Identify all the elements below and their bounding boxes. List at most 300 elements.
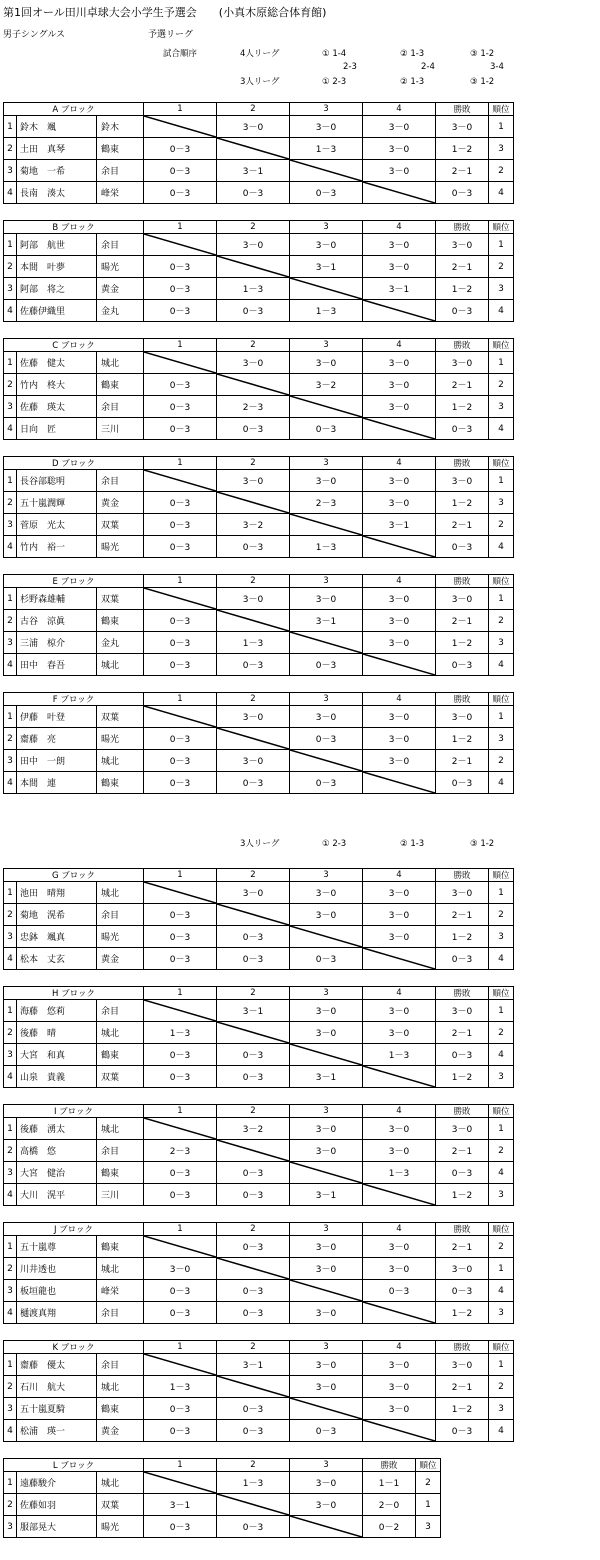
- league-table: [3, 868, 514, 970]
- column-header: 4: [363, 1341, 436, 1354]
- column-header: 1: [144, 869, 217, 882]
- table-row: [4, 706, 514, 728]
- player-club: 暘光: [97, 926, 144, 948]
- column-header: 4: [363, 575, 436, 588]
- match-score: 3－0: [363, 138, 436, 160]
- rank-value: 2: [489, 1376, 514, 1398]
- rank-value: 1: [489, 706, 514, 728]
- league-table: [3, 102, 514, 204]
- self-match-cell: [217, 1140, 290, 1162]
- player-number: 4: [4, 536, 17, 558]
- winloss-header: 勝敗: [436, 1341, 489, 1354]
- rank-value: 1: [489, 352, 514, 374]
- block-name: H ブロック: [4, 987, 144, 1000]
- self-match-cell: [144, 1236, 217, 1258]
- winloss-header: 勝敗: [436, 869, 489, 882]
- self-match-cell: [363, 1184, 436, 1206]
- column-header: 4: [363, 339, 436, 352]
- rank-value: 2: [489, 610, 514, 632]
- match-score: 0－3: [144, 300, 217, 322]
- match-score: 0－3: [217, 1420, 290, 1442]
- table-row: [4, 926, 514, 948]
- winloss-value: 3－0: [436, 706, 489, 728]
- league4-match1: ① 1-4: [322, 49, 347, 59]
- self-match-cell: [144, 1000, 217, 1022]
- player-number: 2: [4, 1022, 17, 1044]
- rank-value: 1: [489, 116, 514, 138]
- player-name: 大川 滉平: [17, 1184, 97, 1206]
- column-header: 3: [290, 339, 363, 352]
- player-club: 峰栄: [97, 182, 144, 204]
- player-number: 2: [4, 1258, 17, 1280]
- player-name: 田中 一朗: [17, 750, 97, 772]
- player-number: 3: [4, 396, 17, 418]
- player-name: 古谷 涼眞: [17, 610, 97, 632]
- match-score: 0－3: [217, 948, 290, 970]
- table-row: [4, 374, 514, 396]
- match-score: 1－3: [217, 632, 290, 654]
- table-row: [4, 1376, 514, 1398]
- match-score: 3－0: [363, 374, 436, 396]
- self-match-cell: [290, 1044, 363, 1066]
- rank-value: 4: [489, 654, 514, 676]
- player-number: 4: [4, 418, 17, 440]
- rank-value: 2: [489, 256, 514, 278]
- match-score: 3－0: [290, 1000, 363, 1022]
- rank-value: 3: [489, 138, 514, 160]
- match-score: 3－0: [290, 1494, 363, 1516]
- match-score: 0－3: [290, 182, 363, 204]
- player-number: 4: [4, 1066, 17, 1088]
- table-row: [4, 470, 514, 492]
- match-score: 3－0: [363, 1398, 436, 1420]
- block-name: C ブロック: [4, 339, 144, 352]
- table-row: [4, 418, 514, 440]
- match-score: 3－1: [217, 1354, 290, 1376]
- column-header: 3: [290, 1341, 363, 1354]
- match-score: 3－0: [290, 706, 363, 728]
- player-name: 池田 晴翔: [17, 882, 97, 904]
- table-row: [4, 1516, 441, 1538]
- table-row: [4, 1494, 441, 1516]
- column-header: 2: [217, 1341, 290, 1354]
- self-match-cell: [144, 1472, 217, 1494]
- match-score: 1－3: [217, 1472, 290, 1494]
- league-table: [3, 574, 514, 676]
- league3-match3: ③ 1-2: [470, 77, 495, 87]
- match-score: 3－0: [290, 1258, 363, 1280]
- table-row: [4, 904, 514, 926]
- player-number: 4: [4, 1302, 17, 1324]
- player-number: 1: [4, 352, 17, 374]
- winloss-value: 0－3: [436, 948, 489, 970]
- match-score: 3－0: [290, 352, 363, 374]
- winloss-value: 1－2: [436, 1184, 489, 1206]
- player-name: 板垣龍也: [17, 1280, 97, 1302]
- column-header: 3: [290, 221, 363, 234]
- rank-header: 順位: [489, 103, 514, 116]
- table-row: [4, 948, 514, 970]
- table-row: [4, 1472, 441, 1494]
- column-header: 2: [217, 457, 290, 470]
- match-score: 0－3: [217, 1184, 290, 1206]
- self-match-cell: [144, 1354, 217, 1376]
- player-number: 2: [4, 374, 17, 396]
- rank-value: 3: [489, 728, 514, 750]
- player-name: 伊藤 叶登: [17, 706, 97, 728]
- match-score: 3－0: [363, 396, 436, 418]
- column-header: 1: [144, 339, 217, 352]
- rank-value: 4: [489, 536, 514, 558]
- winloss-value: 0－2: [363, 1516, 416, 1538]
- match-score: 3－0: [363, 706, 436, 728]
- column-header: 1: [144, 221, 217, 234]
- player-club: 三川: [97, 1184, 144, 1206]
- column-header: 1: [144, 103, 217, 116]
- match-score: 3－0: [290, 1140, 363, 1162]
- player-number: 3: [4, 926, 17, 948]
- player-club: 暘光: [97, 256, 144, 278]
- winloss-header: 勝敗: [436, 575, 489, 588]
- table-row: [4, 492, 514, 514]
- column-header: 3: [290, 103, 363, 116]
- match-score: 2－3: [217, 396, 290, 418]
- match-score: 0－3: [290, 418, 363, 440]
- table-row: [4, 182, 514, 204]
- match-score: 3－0: [290, 1118, 363, 1140]
- match-score: 0－3: [144, 1162, 217, 1184]
- column-header: 3: [290, 1459, 363, 1472]
- column-header: 3: [290, 1223, 363, 1236]
- self-match-cell: [363, 772, 436, 794]
- winloss-value: 0－3: [436, 536, 489, 558]
- block-name: B ブロック: [4, 221, 144, 234]
- winloss-value: 1－2: [436, 1398, 489, 1420]
- rank-value: 1: [416, 1494, 441, 1516]
- player-club: 余目: [97, 396, 144, 418]
- player-club: 城北: [97, 1376, 144, 1398]
- column-header: 2: [217, 221, 290, 234]
- self-match-cell: [290, 1516, 363, 1538]
- self-match-cell: [363, 1302, 436, 1324]
- match-score: 0－3: [144, 278, 217, 300]
- match-score: 3－0: [217, 750, 290, 772]
- player-name: 土田 真琴: [17, 138, 97, 160]
- player-number: 1: [4, 882, 17, 904]
- match-score: 1－3: [363, 1162, 436, 1184]
- player-club: 暘光: [97, 728, 144, 750]
- player-club: 余目: [97, 904, 144, 926]
- league4-match1b: 2-3: [343, 62, 357, 72]
- player-name: 田中 春吾: [17, 654, 97, 676]
- match-score: 0－3: [290, 728, 363, 750]
- stage-name: 予選リーグ: [148, 30, 194, 40]
- match-score: 0－3: [217, 418, 290, 440]
- column-header: 2: [217, 1223, 290, 1236]
- rank-value: 4: [489, 1044, 514, 1066]
- rank-value: 1: [489, 1354, 514, 1376]
- player-number: 4: [4, 1420, 17, 1442]
- player-name: 竹内 柊大: [17, 374, 97, 396]
- winloss-value: 0－3: [436, 772, 489, 794]
- rank-value: 4: [489, 418, 514, 440]
- table-row: [4, 256, 514, 278]
- self-match-cell: [144, 706, 217, 728]
- winloss-value: 2－1: [436, 1236, 489, 1258]
- player-number: 4: [4, 1184, 17, 1206]
- self-match-cell: [290, 1398, 363, 1420]
- mid-league3-label: 3人リーグ: [240, 839, 280, 849]
- order-label: 試合順序: [163, 49, 198, 59]
- column-header: 4: [363, 1105, 436, 1118]
- match-score: 3－0: [290, 1354, 363, 1376]
- league4-label: 4人リーグ: [240, 49, 280, 59]
- table-row: [4, 750, 514, 772]
- league-table: [3, 456, 514, 558]
- self-match-cell: [290, 278, 363, 300]
- winloss-value: 3－0: [436, 352, 489, 374]
- rank-value: 3: [489, 1066, 514, 1088]
- table-row: [4, 1280, 514, 1302]
- match-score: 0－3: [144, 396, 217, 418]
- winloss-header: 勝敗: [436, 339, 489, 352]
- block-name: I ブロック: [4, 1105, 144, 1118]
- player-name: 杉野森雄輔: [17, 588, 97, 610]
- self-match-cell: [144, 588, 217, 610]
- rank-value: 1: [489, 1118, 514, 1140]
- table-row: [4, 138, 514, 160]
- player-number: 1: [4, 234, 17, 256]
- match-score: 3－0: [217, 588, 290, 610]
- rank-value: 4: [489, 1162, 514, 1184]
- match-score: 0－3: [144, 418, 217, 440]
- winloss-value: 3－0: [436, 234, 489, 256]
- match-score: 0－3: [144, 632, 217, 654]
- match-score: 3－0: [363, 234, 436, 256]
- block-name: A ブロック: [4, 103, 144, 116]
- match-score: 3－0: [363, 352, 436, 374]
- player-name: 菊地 滉希: [17, 904, 97, 926]
- rank-header: 順位: [416, 1459, 441, 1472]
- table-row: [4, 396, 514, 418]
- match-score: 0－3: [217, 1516, 290, 1538]
- match-score: 3－0: [363, 750, 436, 772]
- player-club: 三川: [97, 418, 144, 440]
- player-name: 鈴木 颯: [17, 116, 97, 138]
- column-header: 4: [363, 1223, 436, 1236]
- match-score: 0－3: [144, 654, 217, 676]
- winloss-value: 3－0: [436, 882, 489, 904]
- rank-value: 4: [489, 1420, 514, 1442]
- player-number: 4: [4, 772, 17, 794]
- player-name: 大宮 健治: [17, 1162, 97, 1184]
- column-header: 2: [217, 693, 290, 706]
- match-score: 3－0: [217, 116, 290, 138]
- table-row: [4, 1398, 514, 1420]
- match-score: 3－0: [363, 116, 436, 138]
- match-score: 1－3: [217, 278, 290, 300]
- match-score: 3－0: [363, 1000, 436, 1022]
- match-score: 3－0: [290, 882, 363, 904]
- winloss-value: 1－1: [363, 1472, 416, 1494]
- player-number: 4: [4, 654, 17, 676]
- self-match-cell: [217, 374, 290, 396]
- rank-value: 1: [489, 1258, 514, 1280]
- player-name: 川井透也: [17, 1258, 97, 1280]
- match-score: 1－3: [144, 1376, 217, 1398]
- match-score: 0－3: [144, 1516, 217, 1538]
- match-score: 0－3: [144, 948, 217, 970]
- winloss-value: 2－1: [436, 1022, 489, 1044]
- match-score: 3－0: [290, 1236, 363, 1258]
- player-name: 高橋 悠: [17, 1140, 97, 1162]
- match-score: 3－0: [363, 1258, 436, 1280]
- player-name: 日向 匠: [17, 418, 97, 440]
- player-number: 1: [4, 1354, 17, 1376]
- match-score: 2－3: [144, 1140, 217, 1162]
- table-row: [4, 1236, 514, 1258]
- self-match-cell: [217, 1494, 290, 1516]
- winloss-value: 3－0: [436, 1118, 489, 1140]
- player-name: 服部晃大: [17, 1516, 97, 1538]
- rank-value: 3: [489, 492, 514, 514]
- rank-value: 3: [489, 926, 514, 948]
- player-club: 双葉: [97, 1066, 144, 1088]
- table-row: [4, 654, 514, 676]
- player-name: 松浦 瑛一: [17, 1420, 97, 1442]
- player-number: 2: [4, 1494, 17, 1516]
- match-score: 3－0: [363, 904, 436, 926]
- table-row: [4, 536, 514, 558]
- self-match-cell: [363, 654, 436, 676]
- rank-value: 3: [489, 396, 514, 418]
- player-number: 4: [4, 300, 17, 322]
- rank-header: 順位: [489, 693, 514, 706]
- player-number: 3: [4, 160, 17, 182]
- block-name: E ブロック: [4, 575, 144, 588]
- table-row: [4, 1302, 514, 1324]
- match-score: 3－0: [363, 256, 436, 278]
- player-name: 本間 連: [17, 772, 97, 794]
- player-name: 竹内 裕一: [17, 536, 97, 558]
- player-number: 1: [4, 1472, 17, 1494]
- player-name: 五十嵐尊: [17, 1236, 97, 1258]
- player-club: 余目: [97, 1354, 144, 1376]
- winloss-value: 1－2: [436, 492, 489, 514]
- match-score: 3－0: [144, 1258, 217, 1280]
- self-match-cell: [290, 160, 363, 182]
- player-number: 3: [4, 1044, 17, 1066]
- league4-match2: ② 1-3: [400, 49, 425, 59]
- block-name: K ブロック: [4, 1341, 144, 1354]
- player-name: 本間 叶夢: [17, 256, 97, 278]
- match-score: 0－3: [290, 654, 363, 676]
- self-match-cell: [217, 904, 290, 926]
- self-match-cell: [363, 1420, 436, 1442]
- winloss-value: 3－0: [436, 1258, 489, 1280]
- match-score: 3－0: [217, 352, 290, 374]
- table-row: [4, 588, 514, 610]
- match-score: 0－3: [217, 654, 290, 676]
- winloss-header: 勝敗: [436, 987, 489, 1000]
- match-score: 1－3: [290, 536, 363, 558]
- table-row: [4, 1118, 514, 1140]
- rank-value: 2: [416, 1472, 441, 1494]
- winloss-value: 0－3: [436, 1280, 489, 1302]
- column-header: 3: [290, 693, 363, 706]
- match-score: 0－3: [217, 1066, 290, 1088]
- rank-value: 4: [489, 182, 514, 204]
- winloss-value: 2－1: [436, 374, 489, 396]
- match-score: 0－3: [144, 160, 217, 182]
- match-score: 3－0: [290, 116, 363, 138]
- player-club: 城北: [97, 352, 144, 374]
- winloss-value: 2－1: [436, 160, 489, 182]
- player-club: 余目: [97, 160, 144, 182]
- self-match-cell: [144, 352, 217, 374]
- league-table: [3, 338, 514, 440]
- winloss-value: 3－0: [436, 1000, 489, 1022]
- player-club: 黄金: [97, 1420, 144, 1442]
- player-name: 後藤 晴: [17, 1022, 97, 1044]
- rank-header: 順位: [489, 1223, 514, 1236]
- table-row: [4, 160, 514, 182]
- winloss-value: 2－0: [363, 1494, 416, 1516]
- match-score: 3－0: [363, 632, 436, 654]
- column-header: 3: [290, 869, 363, 882]
- column-header: 1: [144, 1459, 217, 1472]
- rank-value: 1: [489, 234, 514, 256]
- league4-match2b: 2-4: [421, 62, 435, 72]
- table-row: [4, 234, 514, 256]
- player-name: 五十嵐潤輝: [17, 492, 97, 514]
- self-match-cell: [363, 418, 436, 440]
- table-row: [4, 278, 514, 300]
- player-club: 余目: [97, 1140, 144, 1162]
- player-club: 鶴東: [97, 374, 144, 396]
- match-score: 0－3: [144, 1044, 217, 1066]
- match-score: 3－0: [363, 588, 436, 610]
- self-match-cell: [290, 926, 363, 948]
- match-score: 0－3: [217, 1398, 290, 1420]
- winloss-value: 1－2: [436, 632, 489, 654]
- winloss-value: 0－3: [436, 1044, 489, 1066]
- player-club: 鶴東: [97, 1236, 144, 1258]
- mid-league3-match2: ② 1-3: [400, 839, 425, 849]
- winloss-value: 2－1: [436, 1140, 489, 1162]
- player-club: 城北: [97, 654, 144, 676]
- table-row: [4, 300, 514, 322]
- winloss-value: 1－2: [436, 926, 489, 948]
- column-header: 2: [217, 987, 290, 1000]
- player-club: 城北: [97, 1258, 144, 1280]
- column-header: 4: [363, 457, 436, 470]
- match-score: 3－0: [290, 1376, 363, 1398]
- self-match-cell: [290, 514, 363, 536]
- player-number: 2: [4, 1376, 17, 1398]
- self-match-cell: [363, 300, 436, 322]
- winloss-value: 0－3: [436, 418, 489, 440]
- match-score: 3－1: [217, 160, 290, 182]
- winloss-value: 1－2: [436, 278, 489, 300]
- match-score: 0－3: [144, 926, 217, 948]
- match-score: 0－3: [217, 182, 290, 204]
- match-score: 3－0: [363, 1140, 436, 1162]
- rank-header: 順位: [489, 1105, 514, 1118]
- table-row: [4, 882, 514, 904]
- player-club: 鶴東: [97, 138, 144, 160]
- match-score: 0－3: [144, 1302, 217, 1324]
